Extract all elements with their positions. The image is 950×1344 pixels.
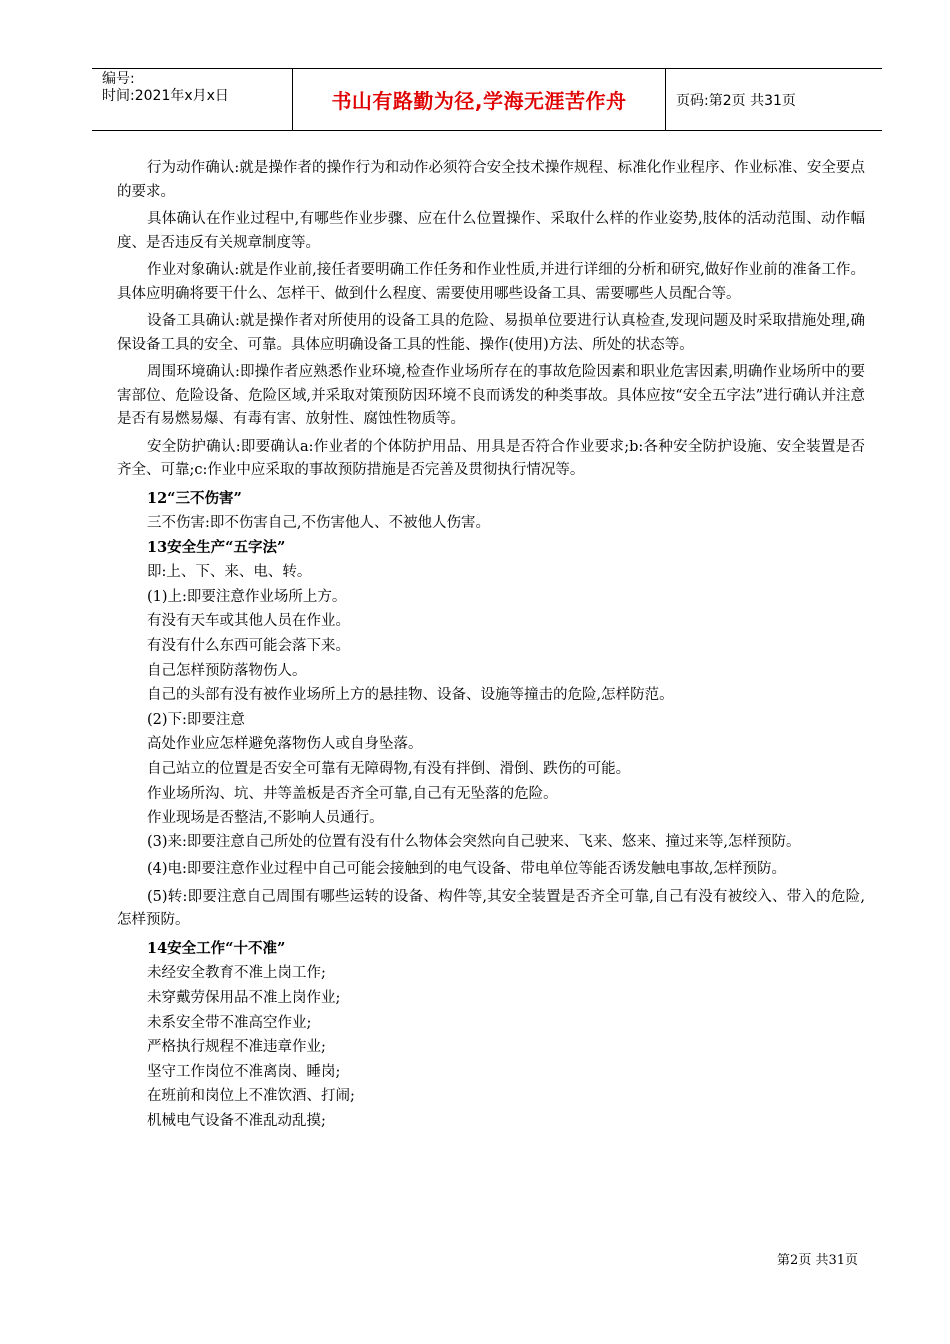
section-13-intro: 即:上、下、来、电、转。 (147, 564, 312, 581)
list-item: 自己怎样预防落物伤人。 (147, 662, 307, 679)
time-label: 时间:2021年x月x日 (102, 88, 229, 104)
section-13-heading: 13安全生产“五字法” (147, 538, 286, 556)
list-item: 坚守工作岗位不准离岗、睡岗; (147, 1063, 341, 1080)
paragraph-equipment-confirm: 设备工具确认:就是操作者对所使用的设备工具的危险、易损单位要进行认真检查,发现问题及时采取措施处理,确保设备工具的安全、可靠。具体应明确设备工具的性能、操作(使用)方法、所处的状态等。 (117, 313, 865, 353)
paragraph-protection-confirm: 安全防护确认:即要确认a:作业者的个体防护用品、用具是否符合作业要求;b:各种安全防护设施、安全装置是否齐全、可靠;c:作业中应采取的事故预防措施是否完善及贯彻执行情况等。 (117, 438, 865, 478)
paragraph-specific-confirm: 具体确认在作业过程中,有哪些作业步骤、应在什么位置操作、采取什么样的作业姿势,肢体的活动范围、动作幅度、是否违反有关规章制度等。 (117, 211, 865, 251)
header-page-number: 页码:第2页 共31页 (676, 92, 796, 109)
page-footer-number: 第2页 共31页 (777, 1253, 858, 1268)
list-item: 作业场所沟、坑、井等盖板是否齐全可靠,自己有无坠落的危险。 (147, 785, 558, 802)
list-item: 机械电气设备不准乱动乱摸; (147, 1112, 326, 1129)
list-item: 作业现场是否整洁,不影响人员通行。 (147, 810, 384, 827)
list-item: 严格执行规程不准违章作业; (147, 1039, 326, 1056)
list-item: 自己的头部有没有被作业场所上方的悬挂物、设备、设施等撞击的危险,怎样防范。 (147, 687, 674, 704)
page-header (92, 68, 882, 131)
section-12-text: 三不伤害:即不伤害自己,不伤害他人、不被他人伤害。 (147, 515, 490, 532)
list-item: 高处作业应怎样避免落物伤人或自身坠落。 (147, 736, 423, 753)
doc-number-label: 编号: (102, 71, 135, 87)
motto-text: 书山有路勤为径,学海无涯苦作舟 (331, 89, 627, 113)
header-info-cell (92, 69, 292, 132)
paragraph-environment-confirm: 周围环境确认:即操作者应熟悉作业环境,检查作业场所存在的事故危险因素和职业危害因素,明确作业场所中的要害部位、危险设备、危险区域,并采取对策预防因环境不良而诱发的种类事故。具体应按“安全五字法”进行确认并注意是否有易燃易爆、有毒有害、放射性、腐蚀性物质等。 (117, 364, 865, 427)
list-item: 未穿戴劳保用品不准上岗作业; (147, 990, 341, 1006)
list-item: 有没有什么东西可能会落下来。 (147, 638, 350, 655)
section-13-up-title: (1)上:即要注意作业场所上方。 (147, 588, 347, 605)
list-item: 未经安全教育不准上岗工作; (147, 965, 326, 982)
list-item: 有没有天车或其他人员在作业。 (147, 613, 350, 630)
section-13-turn: (5)转:即要注意自己周围有哪些运转的设备、构件等,其安全装置是否齐全可靠,自己有没有被绞入、带入的危险,怎样预防。 (117, 888, 865, 929)
header-motto-cell (292, 69, 666, 130)
list-item: 在班前和岗位上不准饮酒、打闹; (147, 1088, 355, 1105)
section-13-down-title: (2)下:即要注意 (147, 711, 245, 728)
section-14-heading: 14安全工作“十不准” (147, 939, 286, 957)
paragraph-object-confirm: 作业对象确认:就是作业前,接任者要明确工作任务和作业性质,并进行详细的分析和研究,做好作业前的准备工作。具体应明确将要干什么、怎样干、做到什么程度、需要使用哪些设备工具、需要哪些人员配合等。 (117, 262, 865, 302)
section-13-electric: (4)电:即要注意作业过程中自己可能会接触到的电气设备、带电单位等能否诱发触电事故,怎样预防。 (147, 861, 787, 878)
list-item: 自己站立的位置是否安全可靠有无障碍物,有没有拌倒、滑倒、跌伤的可能。 (147, 761, 631, 778)
list-item: 未系安全带不准高空作业; (147, 1014, 312, 1031)
section-13-come: (3)来:即要注意自己所处的位置有没有什么物体会突然向自己驶来、飞来、悠来、撞过来等,怎样预防。 (147, 833, 801, 850)
document-body (117, 157, 865, 1134)
section-12-heading: 12“三不伤害” (147, 489, 242, 507)
header-page-cell (666, 69, 882, 130)
paragraph-action-confirm: 行为动作确认:就是操作者的操作行为和动作必须符合安全技术操作规程、标准化作业程序、作业标准、安全要点的要求。 (117, 160, 865, 200)
